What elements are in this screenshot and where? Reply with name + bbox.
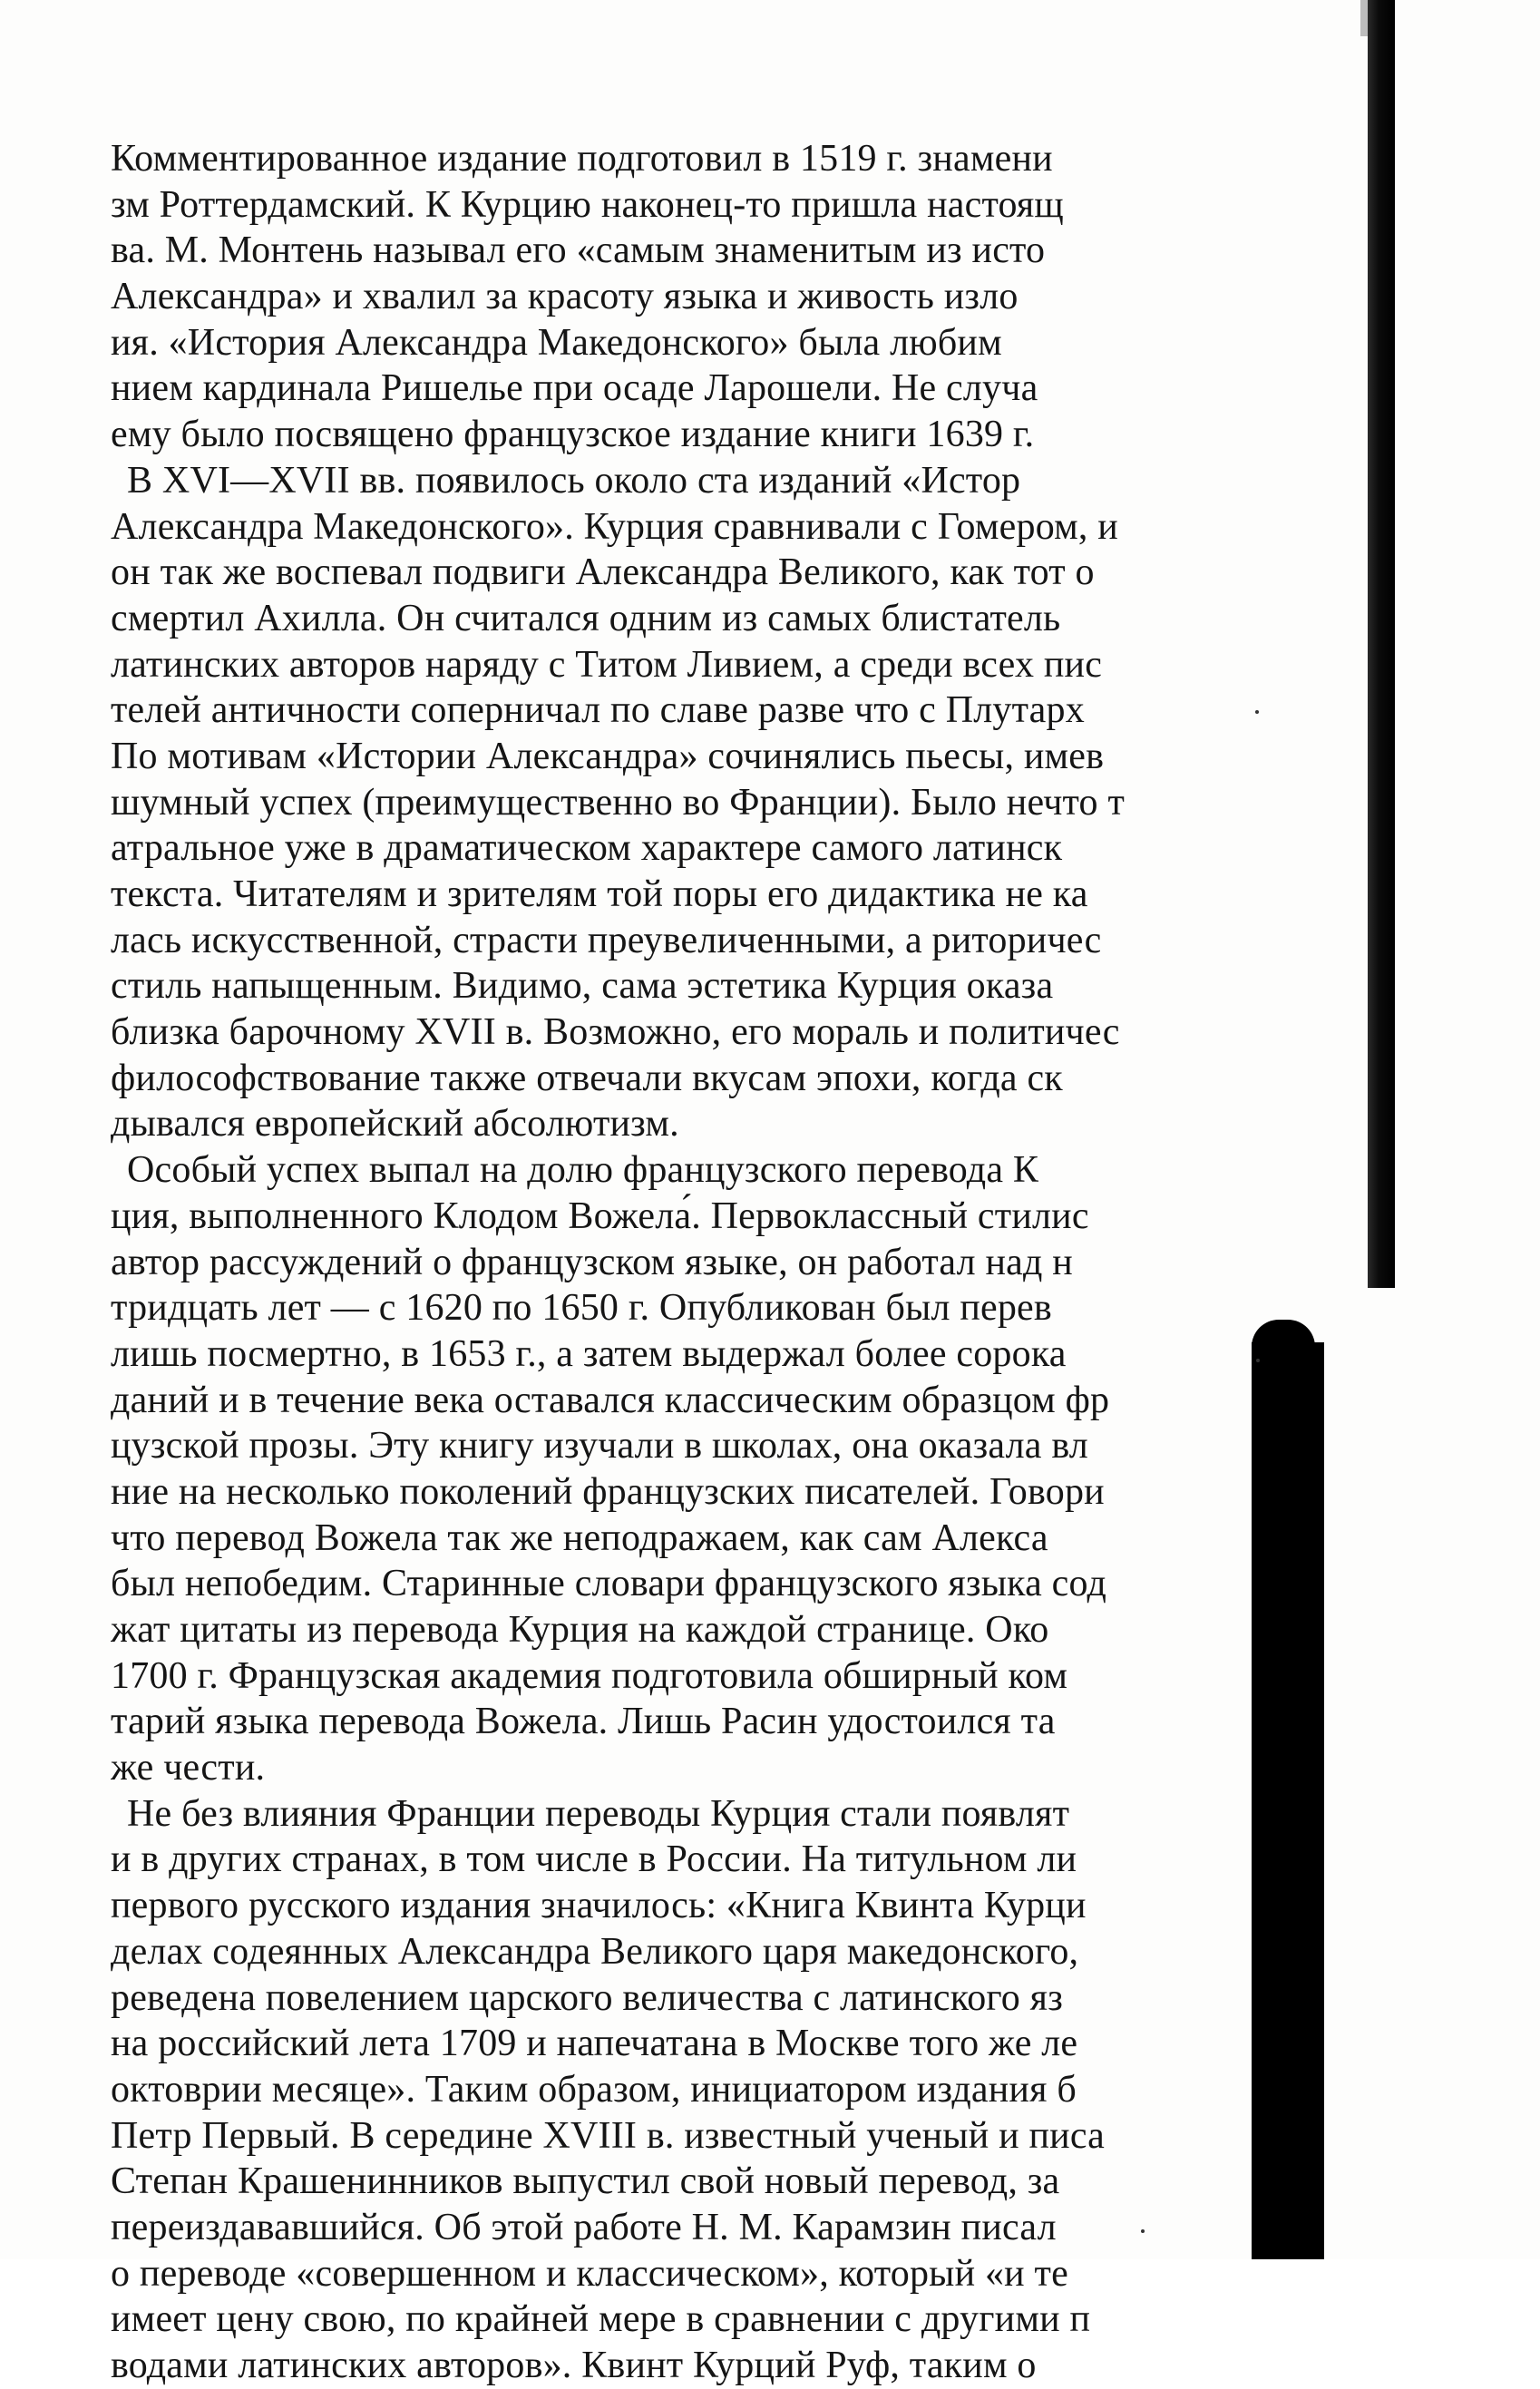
- text-line: и в других странах, в том числе в России. На титульном ли: [111, 1838, 1077, 1881]
- text-line: Александра» и хвалил за красоту языка и живость изло: [111, 276, 1019, 318]
- paragraph-start-line: Особый успех выпал на долю французского перевода К: [127, 1149, 1039, 1192]
- text-line: философствование также отвечали вкусам эпохи, когда ск: [111, 1057, 1063, 1099]
- text-line: водами латинских авторов». Квинт Курций Руф, таким о: [111, 2345, 1037, 2386]
- scan-binding-shadow-top: [1368, 0, 1395, 1288]
- text-line: лась искусственной, страсти преувеличенными, а риторичес: [111, 919, 1102, 961]
- text-line: стиль напыщенным. Видимо, сама эстетика Курция оказа: [111, 965, 1054, 1008]
- text-line: 1700 г. Французская академия подготовила обширный ком: [111, 1654, 1068, 1697]
- text-line: шумный успех (преимущественно во Франции). Было нечто т: [111, 781, 1126, 824]
- text-line: имеет цену свою, по крайней мере в сравнении с другими п: [111, 2298, 1091, 2341]
- text-line: жат цитаты из перевода Курция на каждой странице. Око: [111, 1609, 1049, 1651]
- text-line: латинских авторов наряду с Титом Ливием, а среди всех пис: [111, 643, 1103, 686]
- text-line: телей античности соперничал по славе разве что с Плутарх: [111, 689, 1085, 732]
- text-line: Петр Первый. В середине XVIII в. известный ученый и писа: [111, 2114, 1106, 2157]
- text-line: смертил Ахилла. Он считался одним из самых блистатель: [111, 597, 1061, 639]
- paragraph-start-line: Не без влияния Франции переводы Курция стали появлят: [127, 1792, 1070, 1835]
- text-line: атральное уже в драматическом характере самого латинск: [111, 827, 1063, 870]
- text-line: реведена повелением царского величества с латинского яз: [111, 1976, 1063, 2019]
- text-line: тридцать лет — с 1620 по 1650 г. Опубликован был перев: [111, 1287, 1052, 1330]
- text-line: ция, выполненного Клодом Вожела́. Первоклассный стилис: [111, 1194, 1089, 1237]
- text-line: нием кардинала Ришелье при осаде Ларошели. Не случа: [111, 367, 1038, 410]
- text-line: делах содеянных Александра Великого царя македонского,: [111, 1930, 1079, 1973]
- text-line: переиздававшийся. Об этой работе Н. М. Карамзин писал: [111, 2206, 1057, 2248]
- text-line: лишь посмертно, в 1653 г., а затем выдержал более сорока: [111, 1332, 1067, 1375]
- text-line: зм Роттердамский. К Курцию наконец-то пришла настоящ: [111, 183, 1064, 226]
- text-line: ние на несколько поколений французских писателей. Говори: [111, 1470, 1105, 1513]
- text-line: был непобедим. Старинные словари французского языка сод: [111, 1563, 1107, 1605]
- text-line: что перевод Вожела так же неподражаем, как сам Алекса: [111, 1516, 1048, 1559]
- text-line: тарий языка перевода Вожела. Лишь Расин удостоился та: [111, 1701, 1056, 1743]
- paragraph-start-line: В XVI—XVII вв. появилось около ста изданий «Истор: [127, 459, 1021, 502]
- scan-speck: [1256, 1359, 1260, 1362]
- text-line: на российский лета 1709 и напечатана в Москве того же ле: [111, 2023, 1078, 2065]
- text-line: октоврии месяце». Таким образом, инициатором издания б: [111, 2068, 1077, 2111]
- text-line: дывался европейский абсолютизм.: [111, 1103, 679, 1146]
- scan-binding-shadow-bottom: [1252, 1342, 1324, 2259]
- text-line: текста. Читателям и зрителям той поры его дидактика не ка: [111, 873, 1088, 915]
- text-line: близка барочному XVII в. Возможно, его мораль и политичес: [111, 1011, 1120, 1054]
- text-line: Александра Македонского». Курция сравнивали с Гомером, и: [111, 505, 1118, 548]
- text-line: По мотивам «Истории Александра» сочинялись пьесы, имев: [111, 735, 1105, 777]
- text-line: о переводе «совершенном и классическом», который «и те: [111, 2252, 1068, 2295]
- text-line: автор рассуждений о французском языке, он работал над н: [111, 1241, 1073, 1283]
- text-line: он так же воспевал подвиги Александра Великого, как тот о: [111, 551, 1095, 594]
- scan-speck: [1255, 710, 1259, 714]
- text-line: Степан Крашенинников выпустил свой новый перевод, за: [111, 2160, 1060, 2203]
- text-line: ва. М. Монтень называл его «самым знаменитым из исто: [111, 229, 1046, 272]
- text-line: даний и в течение века оставался классическим образцом фр: [111, 1379, 1110, 1421]
- text-line: же чести.: [111, 1747, 266, 1789]
- text-line: Комментированное издание подготовил в 1519 г. знамени: [111, 138, 1053, 180]
- text-line: первого русского издания значилось: «Книга Квинта Курци: [111, 1885, 1087, 1927]
- text-line: цузской прозы. Эту книгу изучали в школах, она оказала вл: [111, 1425, 1088, 1468]
- body-text: [111, 136, 1226, 2389]
- text-line: ему было посвящено французское издание книги 1639 г.: [111, 414, 1035, 456]
- text-line: ия. «История Александра Македонского» была любим: [111, 321, 1002, 364]
